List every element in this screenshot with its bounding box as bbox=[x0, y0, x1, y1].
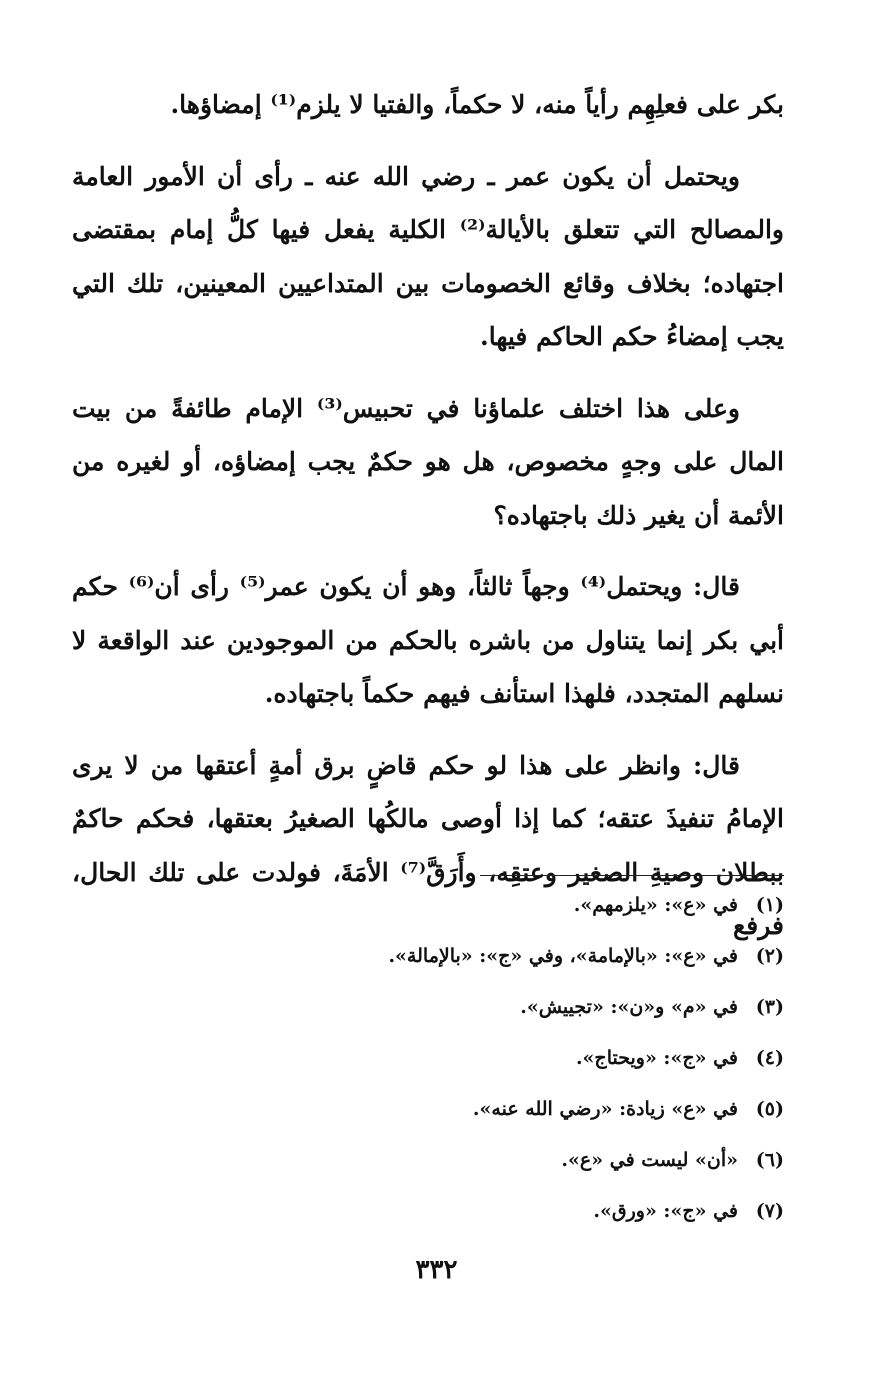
footnote-text: في «م» و«ن»: «تجييش». bbox=[520, 996, 738, 1018]
footnote-number: (٧) bbox=[755, 1200, 784, 1222]
footnote-text: في «ع»: «يلزمهم». bbox=[573, 894, 738, 916]
footnotes-list bbox=[72, 893, 784, 1250]
page-number: ٣٣٢ bbox=[415, 1255, 458, 1285]
footnote-item bbox=[72, 1097, 784, 1122]
footnote-number: (١) bbox=[755, 894, 784, 916]
footnote-text: في «ع» زيادة: «رضي الله عنه». bbox=[472, 1098, 738, 1120]
footnote-text: في «ج»: «ويحتاج». bbox=[575, 1047, 738, 1069]
footnote-number: (٦) bbox=[755, 1149, 784, 1171]
footnote-item bbox=[72, 1046, 784, 1071]
footnote-text: «أن» ليست في «ع». bbox=[561, 1149, 738, 1171]
paragraph-3: وعلى هذا اختلف علماؤنا في تحبيس⁽³⁾ الإمام طائفةً من بيت المال على وجهٍ مخصوص، هل هو حكمٌ يجب إمضاؤه، أو لغيره من الأئمة أن يغير ذلك باجتهاده؟ bbox=[72, 393, 784, 530]
footnote-number: (٢) bbox=[755, 945, 784, 967]
footnote-item bbox=[72, 995, 784, 1020]
footnote-item bbox=[72, 1199, 784, 1224]
footnote-divider bbox=[480, 875, 784, 876]
footnote-item bbox=[72, 1148, 784, 1173]
paragraph-1: بكر على فعلِهِم رأياً منه، لا حكماً، والفتيا لا يلزم⁽¹⁾ إمضاؤها. bbox=[170, 90, 784, 119]
paragraph-2: ويحتمل أن يكون عمر ـ رضي الله عنه ـ رأى أن الأمور العامة والمصالح التي تتعلق بالأيالة⁽²⁾ الكلية يفعل فيها كلُّ إمام بمقتضى اجتهاده؛ بخلاف وقائع الخصومات بين المتداعيين المعينين، تلك التي يجب إمضاءُ حكم الحاكم فيها. bbox=[72, 161, 784, 351]
footnote-number: (٤) bbox=[755, 1047, 784, 1069]
footnote-number: (٥) bbox=[755, 1098, 784, 1120]
paragraph-4: قال: ويحتمل⁽⁴⁾ وجهاً ثالثاً، وهو أن يكون عمر⁽⁵⁾ رأى أن⁽⁶⁾ حكم أبي بكر إنما يتناول من باشره بالحكم من الموجودين عند الواقعة لا نسلهم المتجدد، فلهذا استأنف فيهم حكماً باجتهاده. bbox=[72, 572, 784, 708]
footnote-text: في «ج»: «ورق». bbox=[593, 1200, 738, 1222]
paragraph-5: قال: وانظر على هذا لو حكم قاضٍ برق أمةٍ أعتقها من لا يرى الإمامُ تنفيذَ عتقه؛ كما إذا أوصى مالكُها الصغيرُ بعتقها، فحكم حاكمٌ ببطلان وصيةِ الصغير وعتقِه، وأَرَقَّ⁽⁷⁾ الأمَةَ، فولدت على تلك الحال، فرفع bbox=[72, 750, 785, 940]
footnote-text: في «ع»: «بالإمامة»، وفي «ج»: «بالإمالة». bbox=[388, 945, 738, 967]
footnote-number: (٣) bbox=[755, 996, 784, 1018]
footnote-item bbox=[72, 893, 784, 918]
main-text bbox=[72, 78, 784, 953]
footnote-item bbox=[72, 944, 784, 969]
